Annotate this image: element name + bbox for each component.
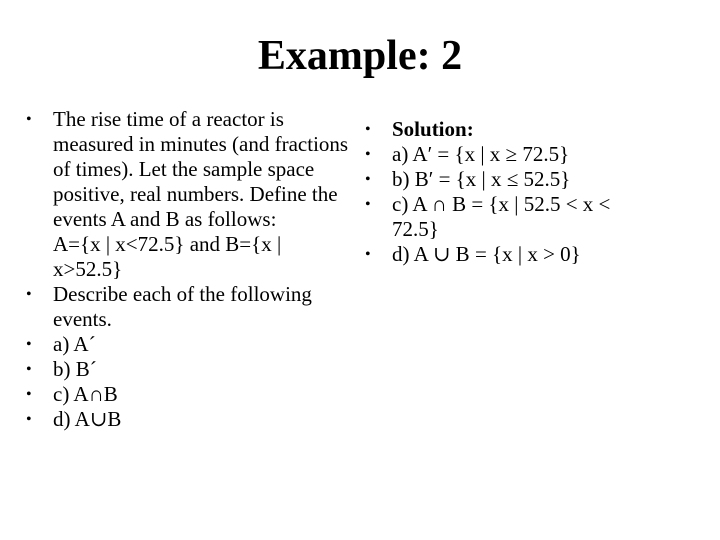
list-item [362, 242, 662, 267]
list-item [362, 142, 662, 167]
task-instruction: Describe each of the following events. [53, 282, 312, 331]
bullet-icon: • [365, 121, 371, 138]
solution-heading: Solution: [392, 117, 474, 141]
question-d: d) A∪B [53, 407, 122, 431]
list-item [23, 107, 353, 282]
bullet-icon: • [365, 171, 371, 188]
question-b: b) B´ [53, 357, 97, 381]
problem-list [23, 107, 353, 432]
list-item [23, 407, 353, 432]
list-item [362, 192, 662, 242]
bullet-icon: • [26, 286, 32, 303]
bullet-icon: • [26, 361, 32, 378]
bullet-icon: • [365, 196, 371, 213]
answer-b: b) B′ = {x | x ≤ 52.5} [392, 167, 571, 191]
answer-a: a) A′ = {x | x ≥ 72.5} [392, 142, 570, 166]
answer-c: c) A ∩ B = {x | 52.5 < x < 72.5} [392, 192, 611, 241]
bullet-icon: • [26, 336, 32, 353]
bullet-icon: • [365, 246, 371, 263]
list-item [23, 357, 353, 382]
list-item [362, 167, 662, 192]
problem-statement: The rise time of a reactor is measured in minutes (and fractions of times). Let the sample space positive, real numbers. Define the events A and B as follows: [53, 107, 349, 231]
list-item [362, 117, 662, 142]
bullet-icon: • [26, 411, 32, 428]
answer-d: d) A ∪ B = {x | x > 0} [392, 242, 581, 266]
bullet-icon: • [365, 146, 371, 163]
event-definitions: A={x | x<72.5} and B={x | x>52.5} [53, 232, 282, 281]
list-item [23, 382, 353, 407]
list-item [23, 282, 353, 332]
solution-list [362, 117, 662, 267]
bullet-icon: • [26, 111, 32, 128]
list-item [23, 332, 353, 357]
question-a: a) A´ [53, 332, 96, 356]
bullet-icon: • [26, 386, 32, 403]
question-c: c) A∩B [53, 382, 118, 406]
slide-title: Example: 2 [257, 33, 463, 79]
